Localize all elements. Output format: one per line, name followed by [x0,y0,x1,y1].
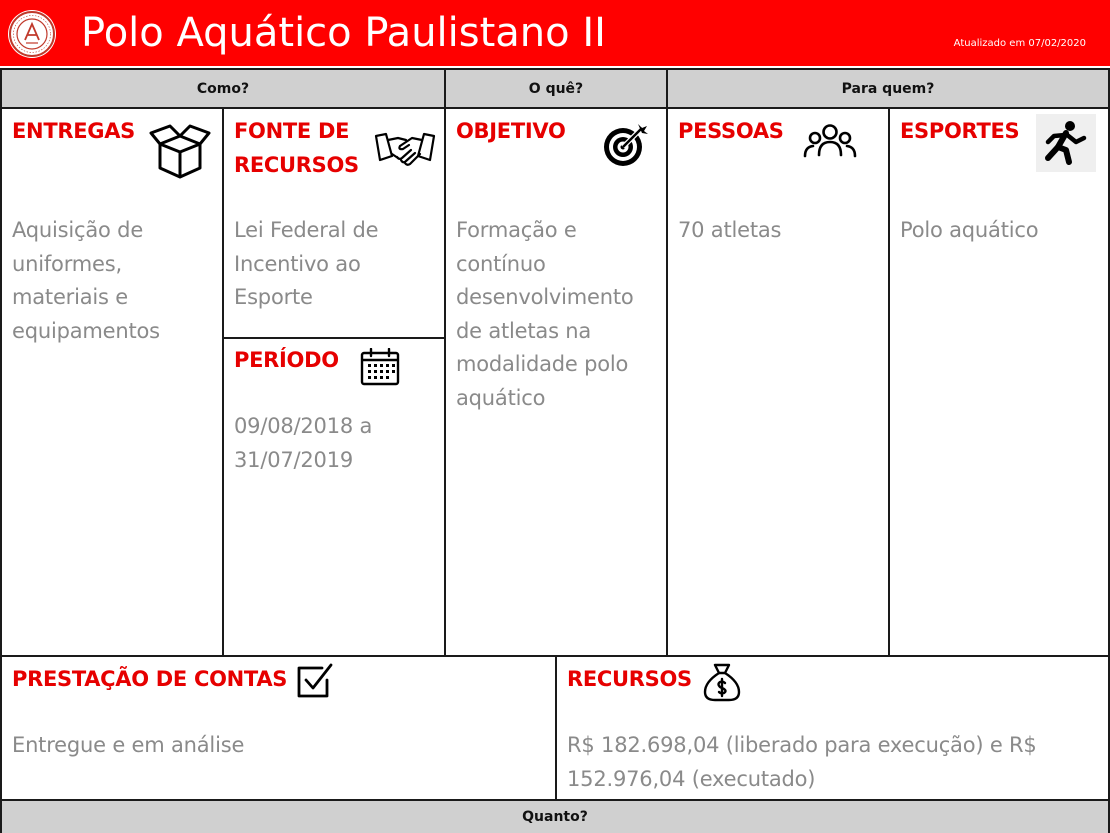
entregas-title: ENTREGAS [12,119,135,143]
band-oque: O quê? [444,68,668,109]
prestacao-title: PRESTAÇÃO DE CONTAS [12,667,288,691]
target-icon [602,122,650,168]
periodo-title: PERÍODO [234,348,339,372]
checkbox-icon [296,662,334,700]
esportes-body: Polo aquático [900,218,1039,242]
fonte-title: FONTE DE RECURSOS [234,119,359,177]
club-logo [8,10,56,58]
pessoas-body: 70 atletas [678,218,782,242]
band-para-quem: Para quem? [666,68,1110,109]
band-como: Como? [0,68,446,109]
box-icon [148,124,212,180]
header-bar [0,0,1110,66]
objetivo-title: OBJETIVO [456,119,566,143]
recursos-body: R$ 182.698,04 (liberado para execução) e R$ 152.976,04 (executado) [567,733,1037,791]
entregas-body: Aquisição de uniformes, materiais e equipamentos [12,218,160,343]
athlete-icon [1036,114,1096,172]
recursos-title: RECURSOS [567,667,692,691]
people-icon [802,122,858,160]
fonte-body: Lei Federal de Incentivo ao Esporte [234,218,379,309]
prestacao-body: Entregue e em análise [12,733,245,757]
updated-date: Atualizado em 07/02/2020 [953,38,1086,49]
objetivo-body: Formação e contínuo desenvolvimento de atletas na modalidade polo aquático [456,218,634,410]
handshake-icon [374,130,436,170]
pessoas-title: PESSOAS [678,119,784,143]
band-quanto: Quanto? [0,799,1110,833]
calendar-icon [360,348,400,386]
esportes-title: ESPORTES [900,119,1020,143]
section-pessoas [666,107,890,657]
section-entregas [0,107,224,657]
periodo-body: 09/08/2018 a 31/07/2019 [234,414,373,472]
page-title: Polo Aquático Paulistano II [81,10,606,56]
money-bag-icon [701,662,743,702]
section-periodo [222,337,446,657]
section-esportes [888,107,1110,657]
